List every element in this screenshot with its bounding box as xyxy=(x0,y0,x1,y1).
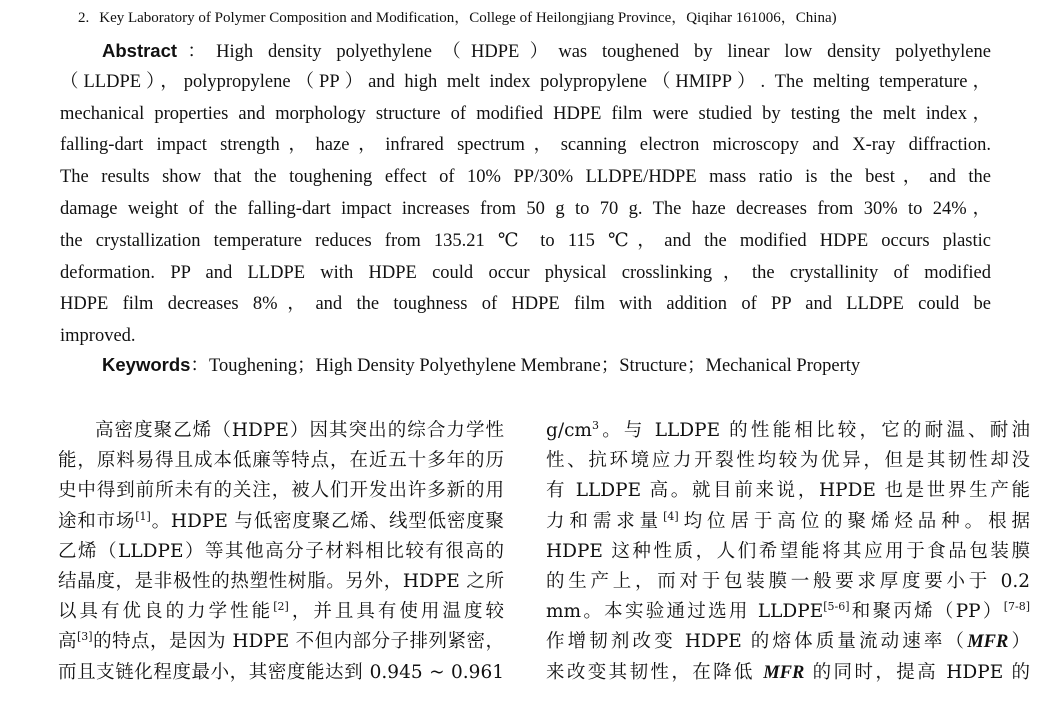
abstract-line: deformation. PP and LLDPE with HDPE could occur physical crosslinking，the crystallinity of modified xyxy=(60,262,991,283)
body-line xyxy=(546,416,1030,446)
abstract-line xyxy=(60,35,991,67)
abstract-block xyxy=(60,35,991,353)
body-line: 能，原料易得且成本低廉等特点，在近五十多年的历 xyxy=(58,450,504,472)
body-line: 史中得到前所未有的关注，被人们开发出许多新的用 xyxy=(58,480,504,502)
body-right-column xyxy=(546,416,1030,688)
citation-ref: [7-8] xyxy=(1003,600,1030,614)
keywords-line xyxy=(102,351,860,377)
abstract-line: the crystallization temperature reduces from 135.21 ℃ to 115 ℃，and the modified HDPE occurs plastic xyxy=(60,230,991,251)
body-line: 结晶度，是非极性的热塑性树脂。另外，HDPE 之所 xyxy=(58,570,504,592)
keywords-label: Keywords xyxy=(102,354,191,375)
body-text: 。HDPE 与低密度聚乙烯、线型低密度聚 xyxy=(150,510,504,532)
abstract-text-1: High density polyethylene（HDPE）was toughened by linear low density polyethylene xyxy=(216,42,991,62)
body-line xyxy=(58,627,504,657)
body-text: 作增韧剂改变 HDPE 的熔体质量流动速率（ xyxy=(546,631,968,653)
body-text: 来改变其韧性，在降低 xyxy=(546,661,764,683)
body-text: 力和需求量 xyxy=(546,510,664,532)
body-text: g/cm xyxy=(546,420,592,441)
body-line xyxy=(546,507,1030,537)
body-line: HDPE 这种性质，人们希望能将其应用于食品包装膜 xyxy=(546,540,1030,562)
body-text: 途和市场 xyxy=(58,510,136,532)
affiliation-line xyxy=(78,6,837,27)
body-line xyxy=(546,658,1030,688)
abstract-line: damage weight of the falling-dart impact increases from 50 g to 70 g. The haze decreases from 30% to 24%， xyxy=(60,198,991,219)
abstract-line: The results show that the toughening effect of 10% PP/30% LLDPE/HDPE mass ratio is the best，and the xyxy=(60,167,991,188)
body-text: 的特点，是因为 HDPE 不但内部分子排列紧密， xyxy=(92,631,504,653)
body-text: 和聚丙烯（PP） xyxy=(849,601,1004,623)
abstract-line: falling-dart impact strength，haze，infrared spectrum，scanning electron microscopy and X-ray diffraction. xyxy=(60,135,991,156)
keywords-separator: ： xyxy=(190,356,209,376)
abstract-line: HDPE film decreases 8%，and the toughness of HDPE film with addition of PP and LLDPE could be xyxy=(60,294,991,315)
body-text: 高 xyxy=(58,631,77,653)
citation-ref: [2] xyxy=(273,600,289,614)
affiliation-text: Key Laboratory of Polymer Composition and Modification，College of Heilongjiang Province，Qiqihar 161006，China) xyxy=(99,10,837,26)
citation-ref: [3] xyxy=(77,630,93,644)
citation-ref: [4] xyxy=(663,509,679,523)
body-line: 而且支链化程度最小，其密度能达到 0.945 ~ 0.961 xyxy=(58,661,504,683)
superscript-exponent: 3 xyxy=(591,419,599,432)
body-text: 。与 LLDPE 的性能相比较，它的耐温、耐油 xyxy=(598,420,1030,441)
body-line: 高密度聚乙烯（HDPE）因其突出的综合力学性 xyxy=(95,420,504,441)
abstract-label-separator: ： xyxy=(177,42,217,62)
body-line xyxy=(546,597,1030,627)
body-left-column xyxy=(58,416,504,688)
mfr-term: MFR xyxy=(967,632,1009,653)
abstract-line: （LLDPE），polypropylene（PP）and high melt index polypropylene（HMIPP）. The melting temperature， xyxy=(60,71,991,92)
body-text: 的同时，提高 HDPE 的 xyxy=(804,661,1030,683)
body-line: 乙烯（LLDPE）等其他高分子材料相比较有很高的 xyxy=(58,540,504,562)
keywords-text: Toughening；High Density Polyethylene Membrane；Structure；Mechanical Property xyxy=(208,356,861,376)
abstract-label: Abstract xyxy=(102,40,178,61)
body-text: 以具有优良的力学性能 xyxy=(58,601,274,623)
body-text: mm。本实验通过选用 LLDPE xyxy=(546,601,824,623)
citation-ref: [1] xyxy=(135,509,151,523)
body-line: 性、抗环境应力开裂性均较为优异，但是其韧性却没 xyxy=(546,450,1030,472)
body-text: ，并且具有使用温度较 xyxy=(288,601,504,623)
mfr-term: MFR xyxy=(763,662,805,683)
body-line xyxy=(58,507,504,537)
body-line: 的生产上，而对于包装膜一般要求厚度要小于 0.2 xyxy=(546,570,1030,592)
citation-ref: [5-6] xyxy=(823,600,850,614)
body-line xyxy=(58,597,504,627)
body-line: 有 LLDPE 高。就目前来说，HPDE 也是世界生产能 xyxy=(546,480,1030,502)
affiliation-number: 2. xyxy=(78,10,90,26)
body-text: ） xyxy=(1008,631,1030,653)
abstract-line: improved. xyxy=(60,326,136,347)
body-line xyxy=(546,627,1030,657)
abstract-line: mechanical properties and morphology structure of modified HDPE film were studied by testing the melt index， xyxy=(60,103,991,124)
body-text: 均位居于高位的聚烯烃品种。根据 xyxy=(678,510,1030,532)
